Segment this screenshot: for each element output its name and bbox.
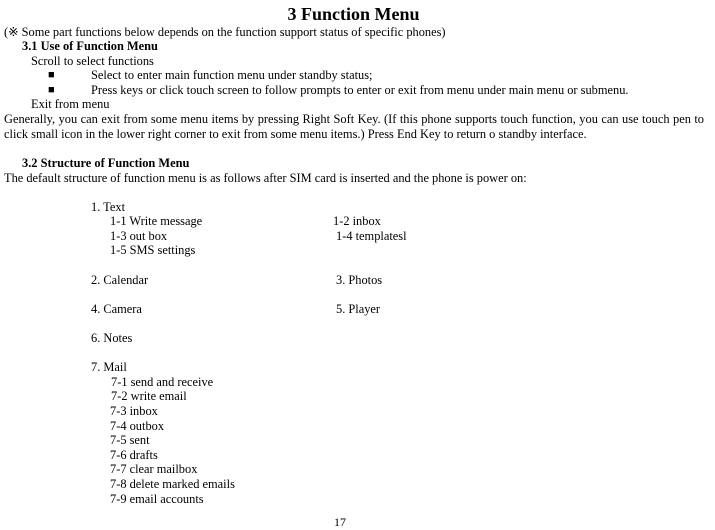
submenu-item: 7-8 delete marked emails [110, 477, 235, 491]
menu-item-notes: 6. Notes [91, 331, 133, 345]
submenu-item: 1-5 SMS settings [110, 243, 196, 257]
submenu-item: 1-3 out box [110, 229, 168, 243]
bullet-item: Press keys or click touch screen to follow prompts to enter or exit from menu under main menu or submenu. [91, 83, 629, 97]
bullet-item: Select to enter main function menu under standby status; [91, 68, 373, 82]
submenu-item: 7-5 sent [110, 433, 150, 447]
page-title: 3 Function Menu [287, 4, 420, 24]
submenu-item: 7-9 email accounts [110, 492, 204, 506]
scroll-label: Scroll to select functions [31, 54, 154, 68]
submenu-item: 7-3 inbox [110, 404, 158, 418]
structure-intro: The default structure of function menu is as follows after SIM card is inserted and the phone is power on: [4, 171, 527, 185]
menu-item-mail: 7. Mail [91, 360, 127, 374]
support-note: (※ Some part functions below depends on the function support status of specific phones) [4, 25, 446, 39]
submenu-item: 1-4 templatesl [336, 229, 407, 243]
submenu-item: 7-6 drafts [110, 448, 158, 462]
submenu-item: 1-2 inbox [333, 214, 381, 228]
menu-item-calendar: 2. Calendar [91, 273, 149, 287]
menu-item-player: 5. Player [336, 302, 381, 316]
exit-label: Exit from menu [31, 97, 110, 111]
menu-item-photos: 3. Photos [336, 273, 383, 287]
page-number: 17 [334, 515, 346, 529]
section-heading-use-of-function-menu: 3.1 Use of Function Menu [22, 39, 158, 53]
bullet-icon: ■ [48, 69, 55, 81]
exit-paragraph: Generally, you can exit from some menu items by pressing Right Soft Key. (If this phone supports touch function, you can use touch pen to click small icon in the lower right corner to exit from some menu items.) Press End Key to return o standby interface. [4, 112, 704, 141]
submenu-item: 7-4 outbox [110, 419, 165, 433]
section-heading-structure: 3.2 Structure of Function Menu [22, 156, 190, 170]
submenu-item: 7-1 send and receive [111, 375, 214, 389]
bullet-icon: ■ [48, 84, 55, 96]
menu-item-text: 1. Text [91, 200, 126, 214]
menu-item-camera: 4. Camera [91, 302, 142, 316]
submenu-item: 1-1 Write message [110, 214, 203, 228]
submenu-item: 7-7 clear mailbox [110, 462, 198, 476]
submenu-item: 7-2 write email [111, 389, 187, 403]
